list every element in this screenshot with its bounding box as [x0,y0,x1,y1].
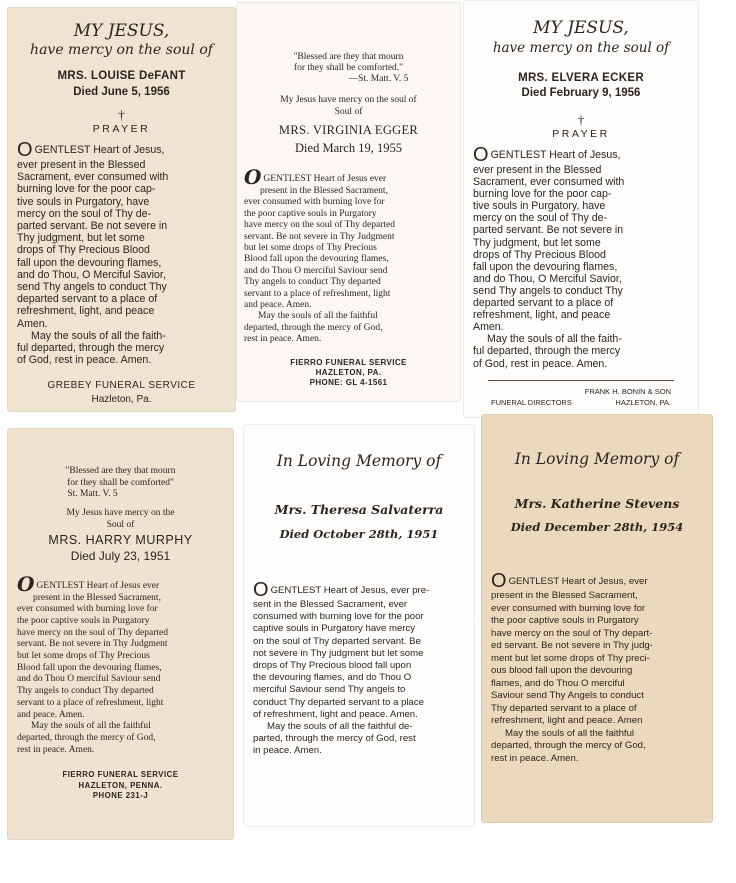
mercy-line: My Jesus have mercy on the Soul of [66,507,175,530]
death-date: Died March 19, 1955 [295,141,402,155]
drop-cap: O [17,139,33,161]
funeral-home: GREBEY FUNERAL SERVICE [47,380,196,392]
funeral-city: Hazleton, Pa. [91,394,152,406]
card-heading: MY JESUS, [533,18,629,38]
memorial-card-salvaterra [243,424,475,827]
prayer-text: OGENTLEST Heart of Jesus, ever present in the Blessed Sacrament, ever consumed with burning love for the poor captive souls in Purgatory have mercy on the soul of Thy depart- ed servant. Be not severe in Thy judg- ment but let some drops of Thy preci- ous blood fall upon the devouring flames, and do Thou O merciful Saviour send Thy Angels to conduct Thy departed servant to a place of refreshment, light and peace. Amen May the souls of all the faithful departed, through the mercy of God, rest in peace. Amen. [491,570,653,764]
funeral-home: FRANK H. BONIN & SON [584,386,671,396]
prayer-title: PRAYER [92,123,151,135]
prayer-text: OGENTLEST Heart of Jesus, ever pre- sent in the Blessed Sacrament, ever consumed with burning love for the poor captive souls in Purgatory have mercy on the soul of Thy departed servant. Be not severe in Thy judgment but let some drops of Thy Precious blood fall upon the devouring flames, and do Thou O merciful Saviour send Thy angels to conduct Thy departed servant to a place of refreshment, light and peace. Amen. May the souls of all the faithful de- parted, through the mercy of God, rest in peace. Amen. [253,579,430,757]
scripture-quote: "Blessed are they that mourn for they shall be comforted." —St. Matt. V. 5 [293,52,409,84]
scripture-quote: "Blessed are they that mourn for they shall be comforted" St. Matt. V. 5 [65,466,176,499]
mercy-line: My Jesus have mercy on the soul of Soul of [280,95,417,117]
memorial-card-murphy [7,428,234,840]
funeral-home: FIERRO FUNERAL SERVICE HAZLETON, PENNA. PHONE 231-J [62,770,179,800]
divider [488,380,674,381]
memorial-card-egger [236,2,461,402]
card-heading: MY JESUS, [73,21,170,41]
memorial-card-defant [7,7,236,412]
deceased-name: MRS. HARRY MURPHY [48,532,193,547]
deceased-name: MRS. ELVERA ECKER [518,72,644,84]
memory-heading: In Loving Memory of [276,452,442,470]
death-date: Died June 5, 1956 [73,86,170,98]
cross-icon: † [118,107,125,122]
cross-icon: † [577,112,585,127]
deceased-name: MRS. VIRGINIA EGGER [278,123,419,137]
prayer-title: PRAYER [552,128,610,140]
deceased-name: Mrs. Theresa Salvaterra [274,502,444,517]
funeral-home: FIERRO FUNERAL SERVICE HAZLETON, PA. PHONE: GL 4-1561 [290,357,407,387]
deceased-name: Mrs. Katherine Stevens [514,496,680,511]
card-subheading: have mercy on the soul of [30,42,213,58]
death-date: Died October 28th, 1951 [279,527,439,541]
prayer-text: OGENTLEST Heart of Jesus ever present in the Blessed Sacrament, ever consumed with burning love for the poor captive souls in Purgatory have mercy on the soul of Thy departed servant. Be not severe in Thy Judgment but let some drops of Thy Precious Blood fall upon the devouring flames, and do Thou O merciful Saviour send Thy angels to conduct Thy departed servant to a place of refreshment, light and peace. Amen. May the souls of all the faithful departed, through the mercy of God, rest in peace. Amen. [17,571,168,755]
deceased-name: MRS. LOUISE DeFANT [57,70,186,82]
memory-heading: In Loving Memory of [514,450,680,468]
card-subheading: have mercy on the soul of [492,40,670,56]
prayer-text: OGENTLEST Heart of Jesus, ever present in the Blessed Sacrament, ever consumed with burning love for the poor cap- tive souls in Purgatory, have mercy on the soul of Thy de- parted servant. Be not severe in Thy judgment, but let some drops of Thy Precious Blood fall upon the devouring flames, and do Thou, O Merciful Savior, send Thy angels to conduct Thy departed servant to a place of refreshment, light, and peace Amen. May the souls of all the faith- ful departed, through the mercy of God, rest in peace. Amen. [17,139,169,367]
prayer-text: OGENTLEST Heart of Jesus, ever present in the Blessed Sacrament, ever consumed with burning love for the poor cap- tive souls in Purgatory, have mercy on the soul of Thy de- parted servant. Be not severe in Thy judgment, but let some drops of Thy Precious Blood fall upon the devouring flames, and do Thou, O Merciful Savior, send Thy angels to conduct Thy departed servant to a place of refreshment, light, and peace Amen. May the souls of all the faith- ful departed, through the mercy of God, rest in peace. Amen. [473,144,625,370]
funeral-directors: FUNERAL DIRECTORS HAZLETON, PA. [491,397,671,407]
memorial-card-ecker [463,0,699,418]
memorial-card-stevens [481,414,713,823]
prayer-text: OGENTLEST Heart of Jesus ever present in the Blessed Sacrament, ever consumed with burning love for the poor captive souls in Purgatory have mercy on the soul of Thy departed servant. Be not severe in Thy Judgment but let some drops of Thy Precious Blood fall upon the devouring flames, and do Thou O merciful Saviour send Thy angels to conduct Thy departed servant to a place of refreshment, light and peace. Amen. May the souls of all the faithful departed, through the mercy of God, rest in peace. Amen. [244,165,395,345]
death-date: Died February 9, 1956 [521,87,641,99]
death-date: Died December 28th, 1954 [510,520,684,534]
death-date: Died July 23, 1951 [70,548,171,563]
